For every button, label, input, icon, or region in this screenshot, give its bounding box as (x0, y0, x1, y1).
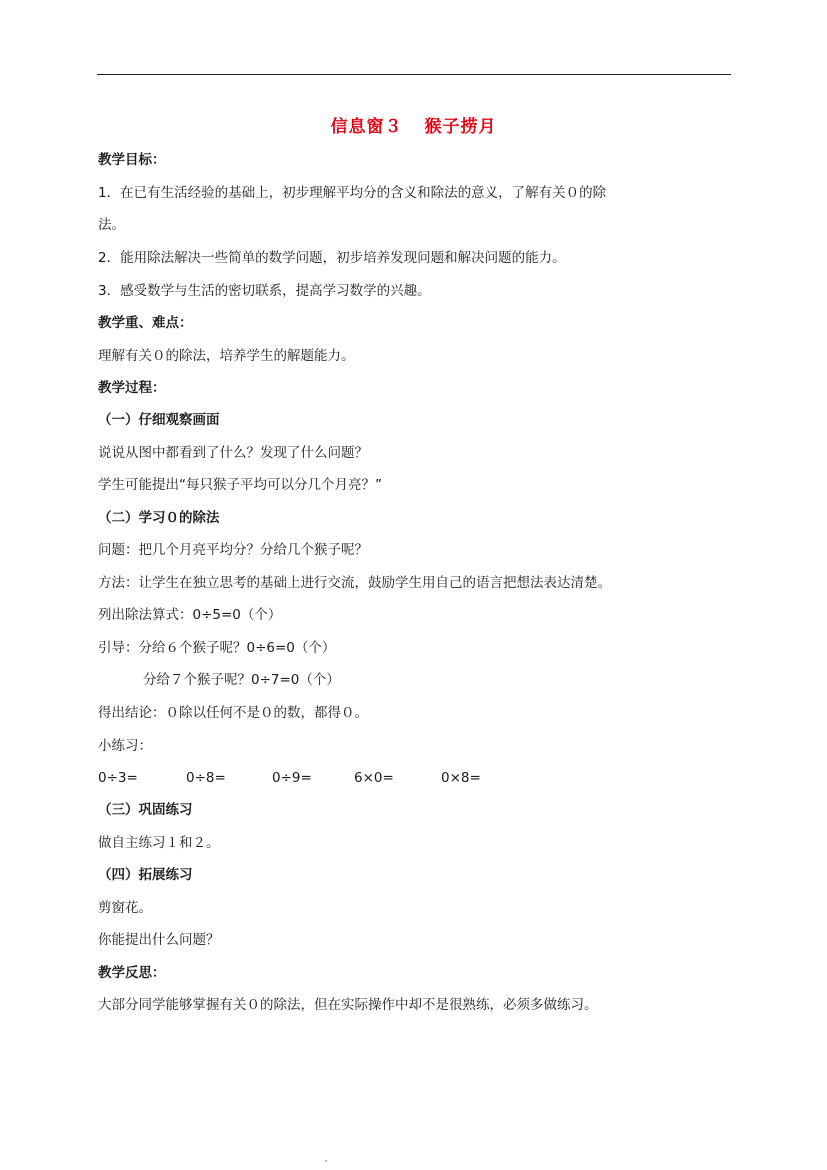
section-2-title: （二）学习０的除法 (98, 510, 220, 526)
exercise-item: 0÷8= (186, 770, 226, 786)
keypoints: 理解有关０的除法，培养学生的解题能力。 (98, 348, 355, 364)
exercise-item: 0×8= (441, 770, 481, 786)
heading-reflection: 教学反思： (98, 965, 166, 981)
practice-label: 小练习： (98, 738, 152, 754)
section-2-formula: 列出除法算式：0÷5=0（个） (98, 607, 282, 623)
section-2-guide-1: 引导：分给６个猴子呢？0÷6=0（个） (98, 640, 336, 656)
header-rule (97, 74, 731, 75)
section-3-body: 做自主练习１和２。 (98, 835, 220, 851)
section-4-title: （四）拓展练习 (98, 867, 193, 883)
heading-process: 教学过程： (98, 380, 166, 396)
exercise-item: 6×0= (354, 770, 394, 786)
section-2-guide-2: 分给７个猴子呢？0÷7=0（个） (143, 672, 340, 688)
title-part1: 信息窗３ (330, 117, 403, 137)
goal-1-line-1: 1．在已有生活经验的基础上，初步理解平均分的含义和除法的意义，了解有关０的除 (98, 185, 607, 201)
section-2-method: 方法：让学生在独立思考的基础上进行交流，鼓励学生用自己的语言把想法表达清楚。 (98, 575, 611, 591)
section-1-title: （一）仔细观察画面 (98, 412, 220, 428)
exercise-item: 0÷3= (98, 770, 138, 786)
heading-keypoints: 教学重、难点： (98, 315, 193, 331)
title-part2: 猴子捞月 (424, 117, 497, 137)
footer-mark (325, 1160, 327, 1162)
goal-3: 3．感受数学与生活的密切联系，提高学习数学的兴趣。 (98, 283, 431, 299)
section-1-answer: 学生可能提出“每只猴子平均可以分几个月亮？” (98, 477, 382, 493)
heading-goals: 教学目标： (98, 152, 166, 168)
section-3-title: （三）巩固练习 (98, 802, 193, 818)
section-2-conclusion: 得出结论：０除以任何不是０的数，都得０。 (98, 705, 368, 721)
goal-1-line-2: 法。 (98, 217, 125, 233)
section-4-body-1: 剪窗花。 (98, 900, 152, 916)
page-title (0, 112, 827, 137)
exercise-item: 0÷9= (272, 770, 312, 786)
section-4-body-2: 你能提出什么问题？ (98, 932, 220, 948)
section-2-question: 问题：把几个月亮平均分？分给几个猴子呢？ (98, 542, 368, 558)
reflection: 大部分同学能够掌握有关０的除法，但在实际操作中却不是很熟练，必须多做练习。 (98, 997, 598, 1013)
goal-2: 2．能用除法解决一些简单的数学问题，初步培养发现问题和解决问题的能力。 (98, 250, 566, 266)
section-1-question: 说说从图中都看到了什么？发现了什么问题？ (98, 445, 368, 461)
